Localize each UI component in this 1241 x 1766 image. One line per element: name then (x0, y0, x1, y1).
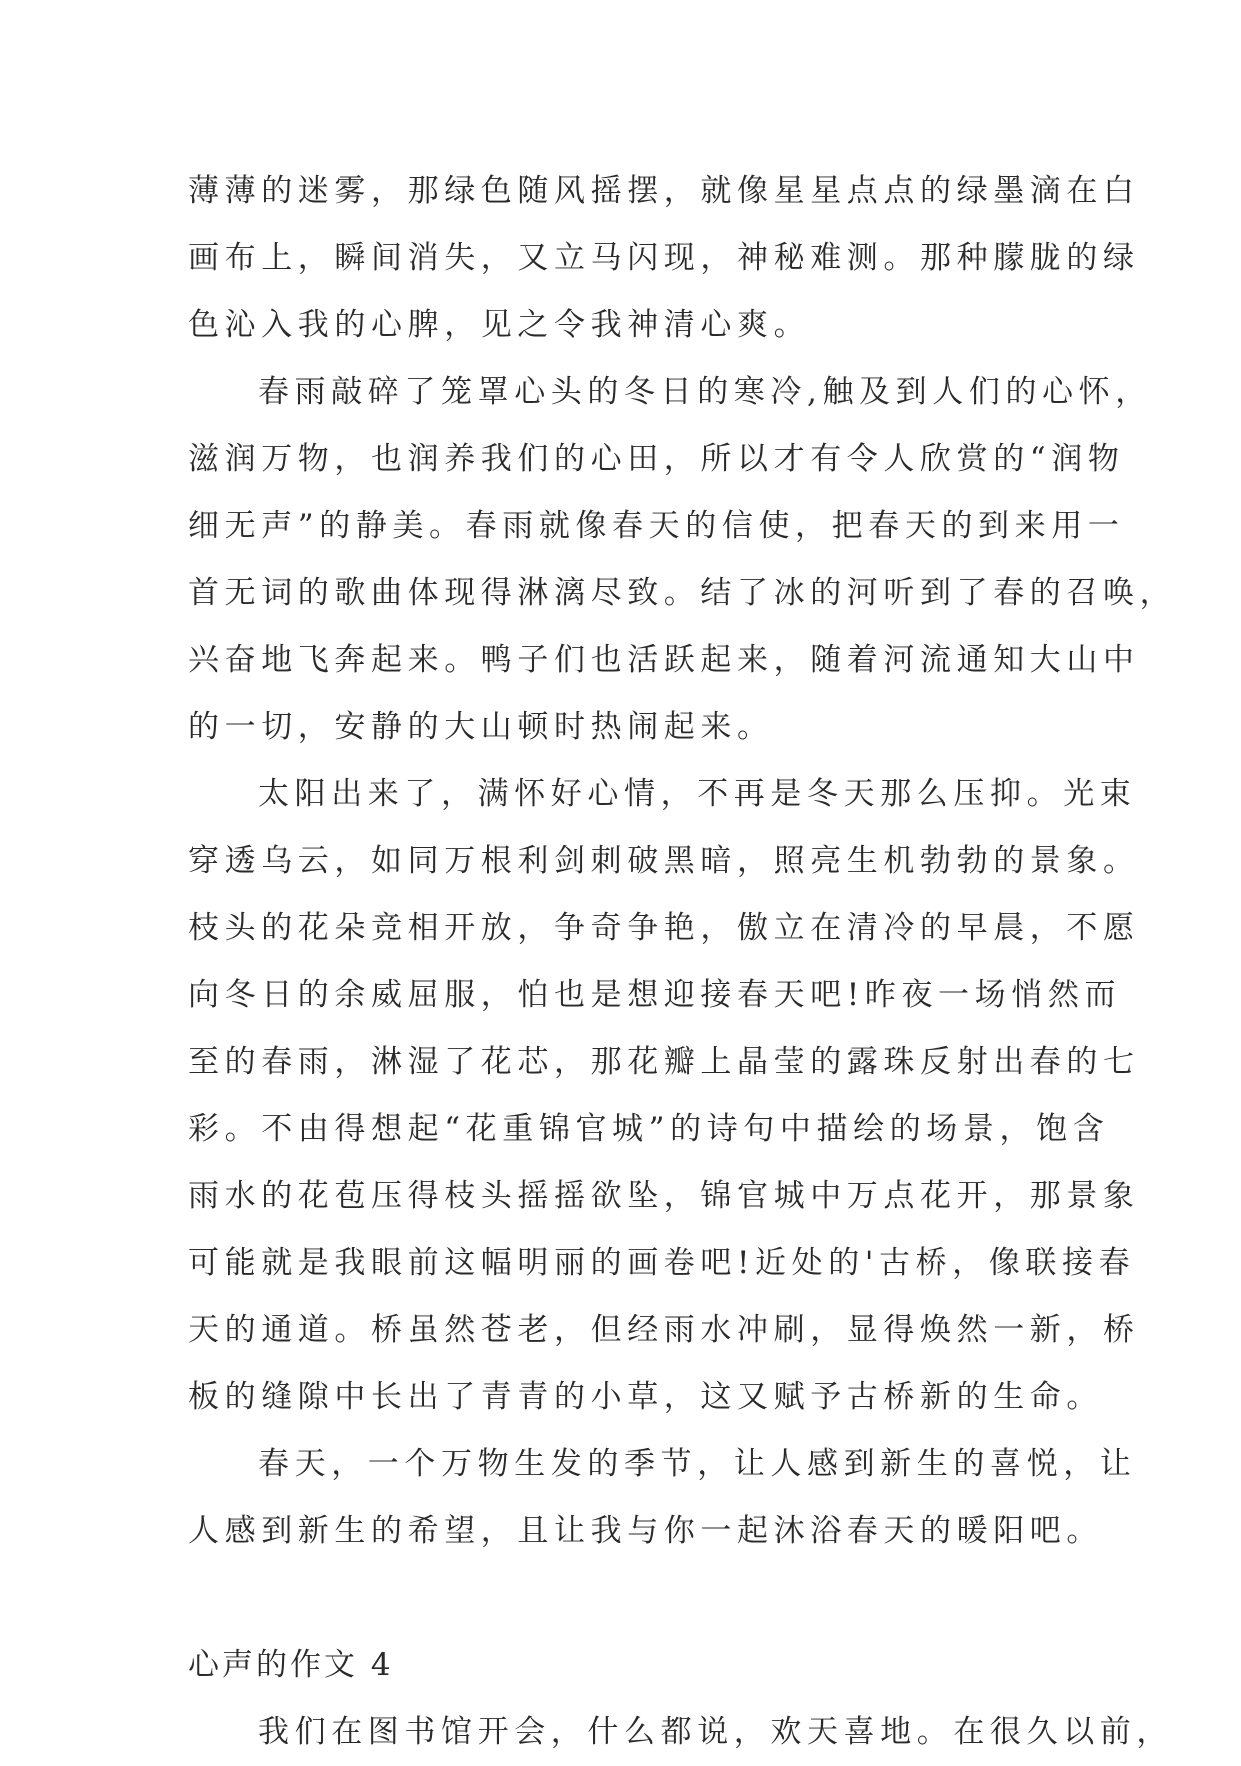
section-spacer (188, 1565, 1068, 1632)
text-line: 可能就是我眼前这幅明丽的画卷吧!近处的'古桥，像联接春 (188, 1245, 1136, 1281)
paragraph-spring-season (188, 1431, 1137, 1565)
text-line: 画布上，瞬间消失，又立马闪现，神秘难测。那种朦胧的绿 (188, 240, 1140, 276)
text-line: 首无词的歌曲体现得淋漓尽致。结了冰的河听到了春的召唤， (188, 575, 1177, 611)
section-title: 心声的作文 4 (188, 1647, 394, 1683)
paragraph-sunshine (188, 761, 1140, 1431)
document-page (188, 158, 1177, 1766)
text-line: 人感到新生的希望，且让我与你一起沐浴春天的暖阳吧。 (188, 1513, 1103, 1549)
text-line: 雨水的花苞压得枝头摇摇欲坠，锦官城中万点花开，那景象 (188, 1178, 1140, 1214)
text-line: 至的春雨，淋湿了花芯，那花瓣上晶莹的露珠反射出春的七 (188, 1044, 1140, 1080)
text-line: 薄薄的迷雾，那绿色随风摇摆，就像星星点点的绿墨滴在白 (188, 173, 1140, 209)
text-line: 我们在图书馆开会，什么都说，欢天喜地。在很久以前， (258, 1714, 1173, 1750)
text-line: 枝头的花朵竞相开放，争奇争艳，傲立在清冷的早晨，不愿 (188, 910, 1140, 946)
text-line: 太阳出来了，满怀好心情，不再是冬天那么压抑。光束 (258, 776, 1137, 812)
text-line: 春雨敲碎了笼罩心头的冬日的寒冷,触及到人们的心怀， (258, 374, 1152, 410)
text-line: 天的通道。桥虽然苍老，但经雨水冲刷，显得焕然一新，桥 (188, 1312, 1140, 1348)
text-line: 滋润万物，也润养我们的心田，所以才有令人欣赏的“润物 (188, 441, 1125, 477)
text-line: 春天，一个万物生发的季节，让人感到新生的喜悦，让 (258, 1446, 1137, 1482)
text-line: 兴奋地飞奔起来。鸭子们也活跃起来，随着河流通知大山中 (188, 642, 1140, 678)
text-line: 色沁入我的心脾，见之令我神清心爽。 (188, 307, 811, 343)
paragraph-spring-mist (188, 158, 1140, 359)
paragraph-library-meeting (188, 1699, 1173, 1766)
text-line: 穿透乌云，如同万根利剑刺破黑暗，照亮生机勃勃的景象。 (188, 843, 1140, 879)
paragraph-spring-rain (188, 359, 1177, 761)
text-line: 板的缝隙中长出了青青的小草，这又赋予古桥新的生命。 (188, 1379, 1103, 1415)
text-line: 细无声”的静美。春雨就像春天的信使，把春天的到来用一 (188, 508, 1125, 544)
text-line: 向冬日的余威屈服，怕也是想迎接春天吧!昨夜一场悄然而 (188, 977, 1122, 1013)
text-line: 的一切，安静的大山顿时热闹起来。 (188, 709, 774, 745)
text-line: 彩。不由得想起“花重锦官城”的诗句中描绘的场景，饱含 (188, 1111, 1110, 1147)
